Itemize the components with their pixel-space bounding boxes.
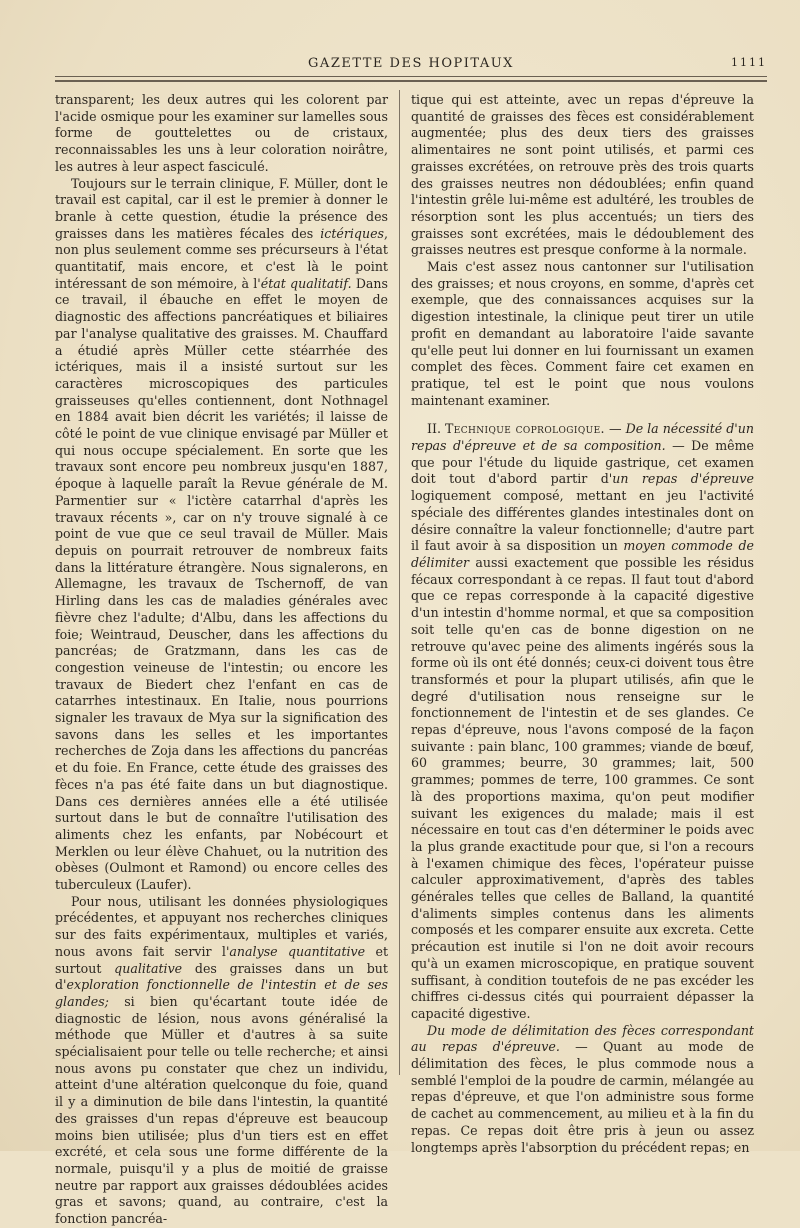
subsection-title: De la nécessité d'un repas d'épreuve et de sa composition.	[411, 421, 754, 454]
left-paragraph-2: Toujours sur le terrain clinique, F. Müller, dont le travail est capital, car il est le premier à donner le branle à cette question, étudie la présence des graisses dans les matières fécales des ictériques, non plus seulement comme ses précurseurs à l'état quantitatif, mais encore, et c'est là le point intéressant de son mémoire, à l'état qualitatif. Dans ce travail, il ébauche en effet le moyen de diagnostic des affections pancréatiques et biliaires par l'analyse qualitative des graisses. M. Chauffard a étudié après Müller cette stéarrhée des ictériques, mais il a insisté surtout sur les caractères microscopiques des particules graisseuses qu'elles contiennent, dont Nothnagel en 1884 avait bien décrit les variétés; il laisse de côté le point de vue clinique envisagé par Müller et qui nous occupe spécialement. En sorte que les travaux sont encore peu nombreux jusqu'en 1887, époque à laquelle paraît la Revue générale de M. Parmentier sur « l'ictère catarrhal d'après les travaux récents », car on n'y trouve signalé à ce point de vue que ce seul travail de Müller. Mais depuis on pourrait retrouver de nombreux faits dans la littérature étrangère. Nous signalerons, en Allemagne, les travaux de Tschernoff, de van Hirling dans les cas de maladies générales avec fièvre chez l'adulte; d'Albu, dans les affections du foie; Weintraud, Deuscher, dans les affections du pancréas; de Gratzmann, dans les cas de congestion veineuse de l'intestin; ou encore les travaux de Biedert chez l'enfant en cas de catarrhes intestinaux. En Italie, nous pourrions signaler les travaux de Mya sur la signification des savons dans les selles et les importantes recherches de Zoja dans les affections du pancréas et du foie. En France, cette étude des graisses des fèces n'a pas été faite dans un but diagnostique. Dans ces dernières années elle a été utilisée surtout dans le but de connaître l'utilisation des aliments chez les enfants, par Nobécourt et Merklen ou leur élève Chahuet, ou la nutrition des obèses (Oulmont et Ramond) ou encore celles des tuberculeux (Laufer).	[55, 175, 389, 893]
right-column	[411, 92, 754, 1156]
page-header	[55, 54, 767, 74]
journal-title: GAZETTE DES HOPITAUX	[308, 56, 514, 71]
right-paragraph-4: Du mode de délimitation des fèces correspondant au repas d'épreuve. — Quant au mode de délimitation des fèces, le plus commode nous a semblé l'emploi de la poudre de carmin, mélangée au repas d'épreuve, et que l'on administre sous forme de cachet au commencement, au milieu et à la fin du repas. Ce repas doit être pris à jeun ou assez longtemps après l'absorption du précédent repas; en	[411, 1022, 755, 1155]
left-paragraph-1: transparent; les deux autres qui les colorent par l'acide osmique pour les examiner sur lamelles sous forme de gouttelettes ou de cristaux, reconnaissables les uns à leur coloration noirâtre, les autres à leur aspect fasciculé.	[55, 92, 388, 174]
header-rule-thin	[55, 76, 767, 77]
column-divider	[399, 90, 400, 1075]
section-heading-paragraph: II. Technique coprologique. — De la nécessité d'un repas d'épreuve et de sa composition. — De même que pour l'étude du liquide gastrique, cet examen doit tout d'abord partir d'un repas d'épreuve logiquement composé, mettant en jeu l'activité spéciale des différentes glandes intestinales dont on désire connaître la valeur fonctionnelle; d'autre part il faut avoir à sa disposition un moyen commode de délimiter aussi exactement que possible les résidus fécaux correspondant à ce repas. Il faut tout d'abord que ce repas corresponde à la capacité digestive d'un intestin d'homme normal, et que sa composition soit telle qu'en cas de bonne digestion on ne retrouve qu'avec peine des aliments ingérés sous la forme où ils ont été donnés; ceux-ci doivent tous être transformés et pour la plupart utilisés, afin que le degré d'utilisation nous renseigne sur le fonctionnement de l'intestin et de ses glandes. Ce repas d'épreuve, nous l'avons composé de la façon suivante : pain blanc, 100 grammes; viande de bœuf, 60 grammes; beurre, 30 grammes; lait, 500 grammes; pommes de terre, 100 grammes. Ce sont là des proportions maxima, qu'on peut modifier suivant les exigences du malade; mais il est nécessaire en tout cas d'en déterminer le poids avec la plus grande exactitude pour que, si l'on a recours à l'examen chimique des fèces, l'opérateur puisse calculer approximativement, d'après des tables générales telles que celles de Balland, la quantité d'aliments simples contenus dans les aliments composés et les comparer ensuite aux excreta. Cette précaution est inutile si l'on ne doit avoir recours qu'à un examen microscopique, en pratique souvent suffisant, à condition toutefois de ne pas excéder les chiffres ci-dessus cités qui pourraient dépasser la capacité digestive.	[411, 421, 755, 1021]
page-number: 1111	[731, 56, 767, 69]
right-paragraph-2: Mais c'est assez nous cantonner sur l'utilisation des graisses; et nous croyons, en somme, d'après cet exemple, que des connaissances acquises sur la digestion intestinale, la clinique peut tirer un utile profit en demandant au laboratoire l'aide savante qu'elle peut lui donner en lui fournissant un examen complet des fèces. Comment faire cet examen en pratique, tel est le point que nous voulons maintenant examiner.	[411, 259, 754, 408]
left-column	[55, 92, 388, 1228]
section-title: Technique coprologique.	[444, 421, 605, 437]
header-rule-thick	[55, 80, 767, 82]
right-paragraph-1: tique qui est atteinte, avec un repas d'épreuve la quantité de graisses des fèces est considérablement augmentée; plus des deux tiers des graisses alimentaires ne sont point utilisés, et parmi ces graisses excrétées, on retrouve près des trois quarts des graisses neutres non dédoublées; enfin quand l'intestin grêle lui-même est adultéré, les troubles de résorption sont les plus accentués; un tiers des graisses sont excrétées, mais le dédoublement des graisses neutres est presque conforme à la normale.	[411, 92, 754, 258]
section-number: II.	[427, 421, 445, 437]
left-paragraph-3: Pour nous, utilisant les données physiologiques précédentes, et appuyant nos recherches cliniques sur des faits expérimentaux, multiples et variés, nous avons fait servir l'analyse quantitative et surtout qualitative des graisses dans un but d'exploration fonctionnelle de l'intestin et de ses glandes; si bien qu'écartant toute idée de diagnostic de lésion, nous avons généralisé la méthode que Müller et d'autres à sa suite spécialisaient pour telle ou telle recherche; et ainsi nous avons pu constater que chez un individu, atteint d'une altération quelconque du foie, quand il y a diminution de bile dans l'intestin, la quantité des graisses d'un repas d'épreuve est beaucoup moins bien utilisée; plus d'un tiers est en effet excrété, et cela sous une forme différente de la normale, puisqu'il y a plus de moitié de graisse neutre par rapport aux graisses dédoublées acides gras et savons; quand, au contraire, c'est la fonction pancréa-	[55, 893, 389, 1227]
subsection-title-2: Du mode de délimitation des fèces correspondant au repas d'épreuve.	[411, 1022, 754, 1055]
